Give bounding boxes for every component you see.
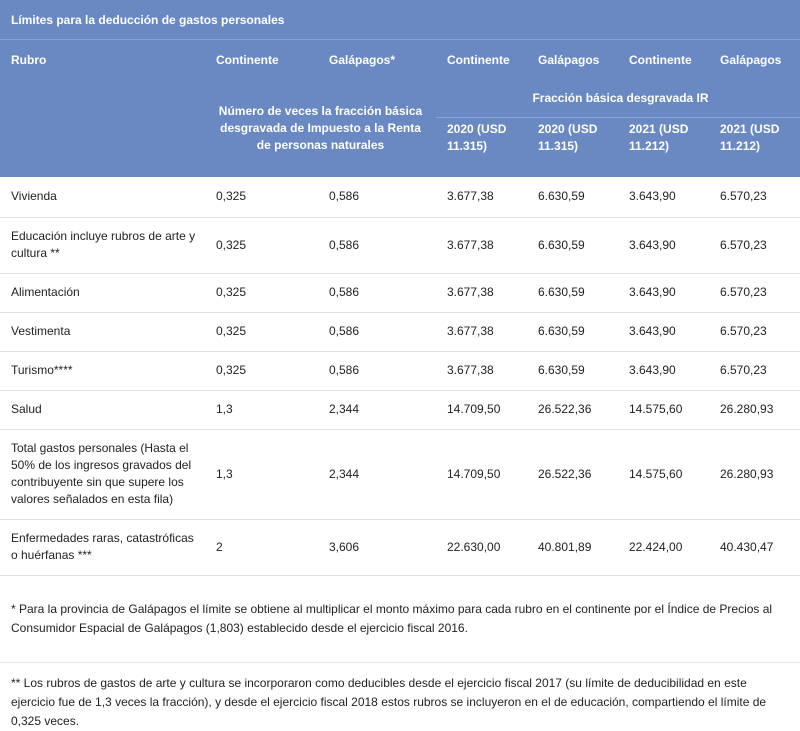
cell-galapagos-2021: 6.570,23 <box>709 177 800 217</box>
cell-continente-veces: 2 <box>205 519 318 575</box>
header-rubro: Rubro <box>0 40 205 177</box>
header-fraccion-ir: Fracción básica desgravada IR <box>436 79 800 118</box>
footnote-divider <box>0 662 800 663</box>
cell-galapagos-2021: 6.570,23 <box>709 351 800 390</box>
cell-galapagos-2020: 26.522,36 <box>527 390 618 429</box>
cell-galapagos-2021: 40.430,47 <box>709 519 800 575</box>
cell-galapagos-veces: 0,586 <box>318 217 436 273</box>
cell-continente-veces: 0,325 <box>205 312 318 351</box>
cell-continente-veces: 1,3 <box>205 429 318 519</box>
cell-galapagos-veces: 0,586 <box>318 273 436 312</box>
cell-rubro: Educación incluye rubros de arte y cultura ** <box>0 217 205 273</box>
cell-galapagos-2020: 6.630,59 <box>527 351 618 390</box>
header-numero-veces: Número de veces la fracción básica desgravada de Impuesto a la Renta de personas naturales <box>205 79 436 177</box>
cell-galapagos-2020: 6.630,59 <box>527 217 618 273</box>
cell-galapagos-veces: 2,344 <box>318 390 436 429</box>
table-row <box>0 390 800 429</box>
cell-galapagos-2021: 26.280,93 <box>709 429 800 519</box>
cell-galapagos-2021: 6.570,23 <box>709 217 800 273</box>
header-continente-2020: Continente <box>436 40 527 79</box>
header-2020-galapagos: 2020 (USD 11.315) <box>527 118 618 178</box>
cell-continente-2021: 22.424,00 <box>618 519 709 575</box>
cell-galapagos-2020: 26.522,36 <box>527 429 618 519</box>
table-row <box>0 519 800 575</box>
cell-rubro: Enfermedades raras, catastróficas o huérfanas *** <box>0 519 205 575</box>
cell-continente-2020: 3.677,38 <box>436 273 527 312</box>
cell-galapagos-2020: 6.630,59 <box>527 312 618 351</box>
cell-galapagos-2020: 6.630,59 <box>527 177 618 217</box>
header-galapagos-veces: Galápagos* <box>318 40 436 79</box>
cell-galapagos-veces: 0,586 <box>318 177 436 217</box>
cell-continente-2021: 3.643,90 <box>618 217 709 273</box>
cell-continente-2020: 3.677,38 <box>436 312 527 351</box>
header-2021-continente: 2021 (USD 11.212) <box>618 118 709 178</box>
cell-rubro: Alimentación <box>0 273 205 312</box>
cell-galapagos-2021: 6.570,23 <box>709 312 800 351</box>
cell-rubro: Vivienda <box>0 177 205 217</box>
header-continente-veces: Continente <box>205 40 318 79</box>
table-row <box>0 273 800 312</box>
table-row <box>0 312 800 351</box>
cell-rubro: Vestimenta <box>0 312 205 351</box>
cell-galapagos-2021: 6.570,23 <box>709 273 800 312</box>
cell-galapagos-veces: 0,586 <box>318 312 436 351</box>
cell-continente-2020: 3.677,38 <box>436 217 527 273</box>
header-continente-2021: Continente <box>618 40 709 79</box>
cell-galapagos-veces: 3,606 <box>318 519 436 575</box>
table-row <box>0 351 800 390</box>
cell-continente-2021: 3.643,90 <box>618 177 709 217</box>
cell-continente-veces: 0,325 <box>205 177 318 217</box>
table-row <box>0 217 800 273</box>
cell-rubro: Total gastos personales (Hasta el 50% de los ingresos gravados del contribuyente sin que supere los valores señalados en esta fila) <box>0 429 205 519</box>
cell-galapagos-2020: 40.801,89 <box>527 519 618 575</box>
cell-continente-2021: 3.643,90 <box>618 273 709 312</box>
cell-continente-2021: 14.575,60 <box>618 390 709 429</box>
cell-continente-veces: 0,325 <box>205 217 318 273</box>
header-galapagos-2020: Galápagos <box>527 40 618 79</box>
cell-continente-veces: 1,3 <box>205 390 318 429</box>
footnote-arte-cultura: ** Los rubros de gastos de arte y cultura se incorporaron como deducibles desde el ejercicio fiscal 2017 (su límite de deducibilidad en este ejercicio fue de 1,3 veces la fracción), y desde el ejercicio fiscal 2018 estos rubros se incluyeron en el de educación, compartiendo el límite de 0,325 veces. <box>11 676 767 728</box>
limits-table <box>0 40 800 576</box>
header-row-1 <box>0 40 800 79</box>
cell-galapagos-veces: 0,586 <box>318 351 436 390</box>
header-galapagos-2021: Galápagos <box>709 40 800 79</box>
cell-continente-2020: 22.630,00 <box>436 519 527 575</box>
cell-continente-2020: 3.677,38 <box>436 177 527 217</box>
cell-galapagos-veces: 2,344 <box>318 429 436 519</box>
cell-continente-2021: 3.643,90 <box>618 351 709 390</box>
header-2021-galapagos: 2021 (USD 11.212) <box>709 118 800 178</box>
cell-continente-2021: 14.575,60 <box>618 429 709 519</box>
header-2020-continente: 2020 (USD 11.315) <box>436 118 527 178</box>
table-row <box>0 429 800 519</box>
cell-continente-2020: 14.709,50 <box>436 390 527 429</box>
table-title: Límites para la deducción de gastos personales <box>0 0 800 40</box>
cell-rubro: Turismo**** <box>0 351 205 390</box>
footnote-galapagos: * Para la provincia de Galápagos el límite se obtiene al multiplicar el monto máximo para cada rubro en el continente por el Índice de Precios al Consumidor Espacial de Galápagos (1,803) establecido desde el ejercicio fiscal 2016. <box>11 602 773 635</box>
cell-rubro: Salud <box>0 390 205 429</box>
table-row <box>0 177 800 217</box>
cell-galapagos-2020: 6.630,59 <box>527 273 618 312</box>
cell-continente-veces: 0,325 <box>205 351 318 390</box>
cell-continente-veces: 0,325 <box>205 273 318 312</box>
cell-continente-2020: 14.709,50 <box>436 429 527 519</box>
cell-galapagos-2021: 26.280,93 <box>709 390 800 429</box>
cell-continente-2020: 3.677,38 <box>436 351 527 390</box>
cell-continente-2021: 3.643,90 <box>618 312 709 351</box>
